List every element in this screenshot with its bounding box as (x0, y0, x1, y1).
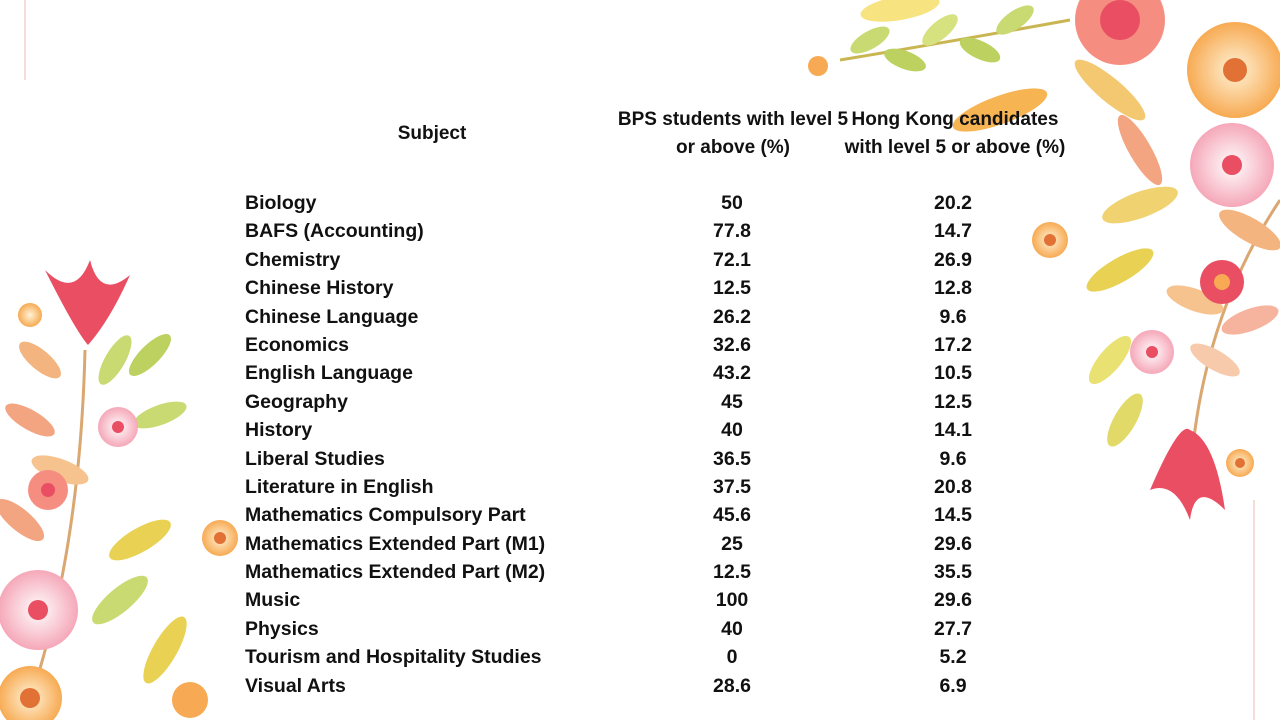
bps-cell: 12.5 (713, 561, 751, 584)
hk-cell: 17.2 (934, 333, 972, 356)
hk-cell: 14.7 (934, 220, 972, 243)
hk-cell: 20.8 (934, 475, 972, 498)
bps-cell: 37.5 (713, 475, 751, 498)
hk-cell: 26.9 (934, 248, 972, 271)
hk-cell: 12.5 (934, 390, 972, 413)
bps-cell: 45 (721, 390, 743, 413)
bps-cell: 32.6 (713, 333, 751, 356)
bps-cell: 77.8 (713, 220, 751, 243)
bps-cell: 36.5 (713, 447, 751, 470)
subject-cell: Mathematics Extended Part (M2) (245, 561, 546, 584)
subject-cell: Mathematics Compulsory Part (245, 504, 526, 527)
hk-cell: 27.7 (934, 617, 972, 640)
subject-cell: BAFS (Accounting) (245, 220, 424, 243)
header-bps: BPS students with level 5 or above (%) (617, 109, 849, 158)
hk-cell: 5.2 (939, 646, 967, 669)
hk-cell: 20.2 (934, 192, 972, 214)
hk-cell: 9.6 (939, 305, 967, 328)
bps-cell: 43.2 (713, 362, 751, 385)
subject-cell: Tourism and Hospitality Studies (245, 646, 542, 669)
left-foliage (0, 260, 238, 720)
hk-cell: 10.5 (934, 362, 972, 385)
bps-cell: 100 (715, 589, 749, 612)
subject-cell: Biology (245, 192, 317, 214)
subject-cell: Visual Arts (245, 674, 346, 697)
bps-cell: 12.5 (713, 277, 751, 300)
subject-cell: Mathematics Extended Part (M1) (245, 532, 546, 555)
bps-cell: 26.2 (713, 305, 751, 328)
subject-cell: Physics (245, 617, 319, 640)
header-hk: Hong Kong candidates with level 5 or above (%) (844, 109, 1066, 158)
bps-cell: 50 (721, 192, 743, 214)
hk-cell: 9.6 (939, 447, 967, 470)
bps-cell: 25 (721, 532, 743, 555)
subject-cell: Chinese History (245, 277, 394, 300)
subject-cell: Liberal Studies (245, 447, 385, 470)
hk-cell: 29.6 (934, 532, 972, 555)
hk-cell: 14.5 (934, 504, 972, 527)
right-foliage (1081, 179, 1280, 520)
subject-cell: Economics (245, 333, 350, 356)
subject-cell: Chemistry (245, 248, 341, 271)
header-subject: Subject (397, 123, 467, 144)
hk-cell: 35.5 (934, 561, 972, 584)
subject-cell: History (245, 419, 313, 442)
bps-cell: 40 (721, 617, 743, 640)
subject-cell: Chinese Language (245, 305, 419, 328)
subject-cell: Music (245, 589, 301, 612)
left-accent-line (24, 0, 26, 80)
subject-cell: English Language (245, 362, 413, 385)
hk-cell: 29.6 (934, 589, 972, 612)
hk-cell: 6.9 (939, 674, 967, 697)
bps-cell: 45.6 (713, 504, 751, 527)
hk-cell: 12.8 (934, 277, 972, 300)
bps-cell: 72.1 (713, 248, 751, 271)
right-accent-line (1253, 500, 1255, 720)
hk-cell: 14.1 (934, 419, 972, 442)
subject-cell: Literature in English (245, 475, 434, 498)
subject-cell: Geography (245, 390, 348, 413)
bps-cell: 28.6 (713, 674, 751, 697)
bps-cell: 40 (721, 419, 743, 442)
bps-cell: 0 (726, 646, 738, 669)
